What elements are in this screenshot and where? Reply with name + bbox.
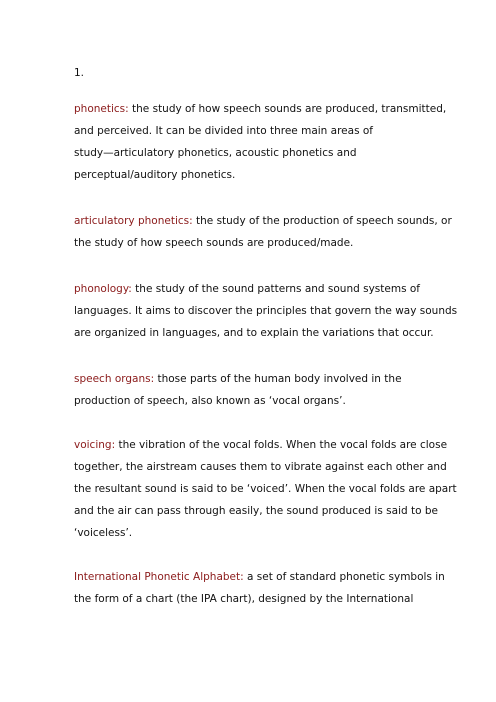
definition-line: the form of a chart (the IPA chart), designed by the International [74, 593, 414, 605]
term-label: phonetics: [74, 103, 129, 115]
definition-voicing [74, 434, 457, 544]
definition-line: and perceived. It can be divided into three main areas of [74, 125, 374, 137]
definition-line: study—articulatory phonetics, acoustic phonetics and [74, 147, 357, 159]
definition-text: a set of standard phonetic symbols in [243, 571, 445, 583]
definition-line [74, 278, 424, 300]
definition-line: production of speech, also known as ‘vocal organs’. [74, 395, 346, 407]
definition-speech-organs [74, 368, 424, 412]
definition-line [74, 566, 445, 588]
definition-text: the study of the sound patterns and sound systems of [131, 283, 421, 295]
definition-articulatory-phonetics [74, 210, 452, 254]
definition-line [74, 210, 452, 232]
term-label: speech organs: [74, 373, 155, 385]
definition-line: the resultant sound is said to be ‘voiced’. When the vocal folds are apart [74, 483, 457, 495]
definition-phonology [74, 278, 458, 344]
term-label: International Phonetic Alphabet: [74, 571, 244, 583]
definition-text: the vibration of the vocal folds. When the vocal folds are close [115, 439, 448, 451]
definition-line: and the air can pass through easily, the sound produced is said to be [74, 505, 438, 517]
definition-text: the study of how speech sounds are produced, transmitted, [128, 103, 447, 115]
definition-line: together, the airstream causes them to vibrate against each other and [74, 461, 447, 473]
definition-text: those parts of the human body involved in the [154, 373, 402, 385]
definition-line: perceptual/auditory phonetics. [74, 169, 236, 181]
definition-line [74, 98, 447, 120]
definition-line: languages. It aims to discover the principles that govern the way sounds [74, 305, 458, 317]
definition-line: are organized in languages, and to explain the variations that occur. [74, 327, 434, 339]
term-label: phonology: [74, 283, 132, 295]
section-number: 1. [74, 67, 85, 79]
definition-line [74, 434, 448, 456]
definition-international-phonetic-alphabet [74, 566, 445, 610]
definition-line [74, 368, 424, 390]
definition-line: ‘voiceless’. [74, 527, 133, 539]
term-label: articulatory phonetics: [74, 215, 193, 227]
definition-text: the study of the production of speech sounds, or [192, 215, 452, 227]
definition-line: the study of how speech sounds are produced/made. [74, 237, 354, 249]
definition-phonetics [74, 98, 447, 186]
term-label: voicing: [74, 439, 116, 451]
